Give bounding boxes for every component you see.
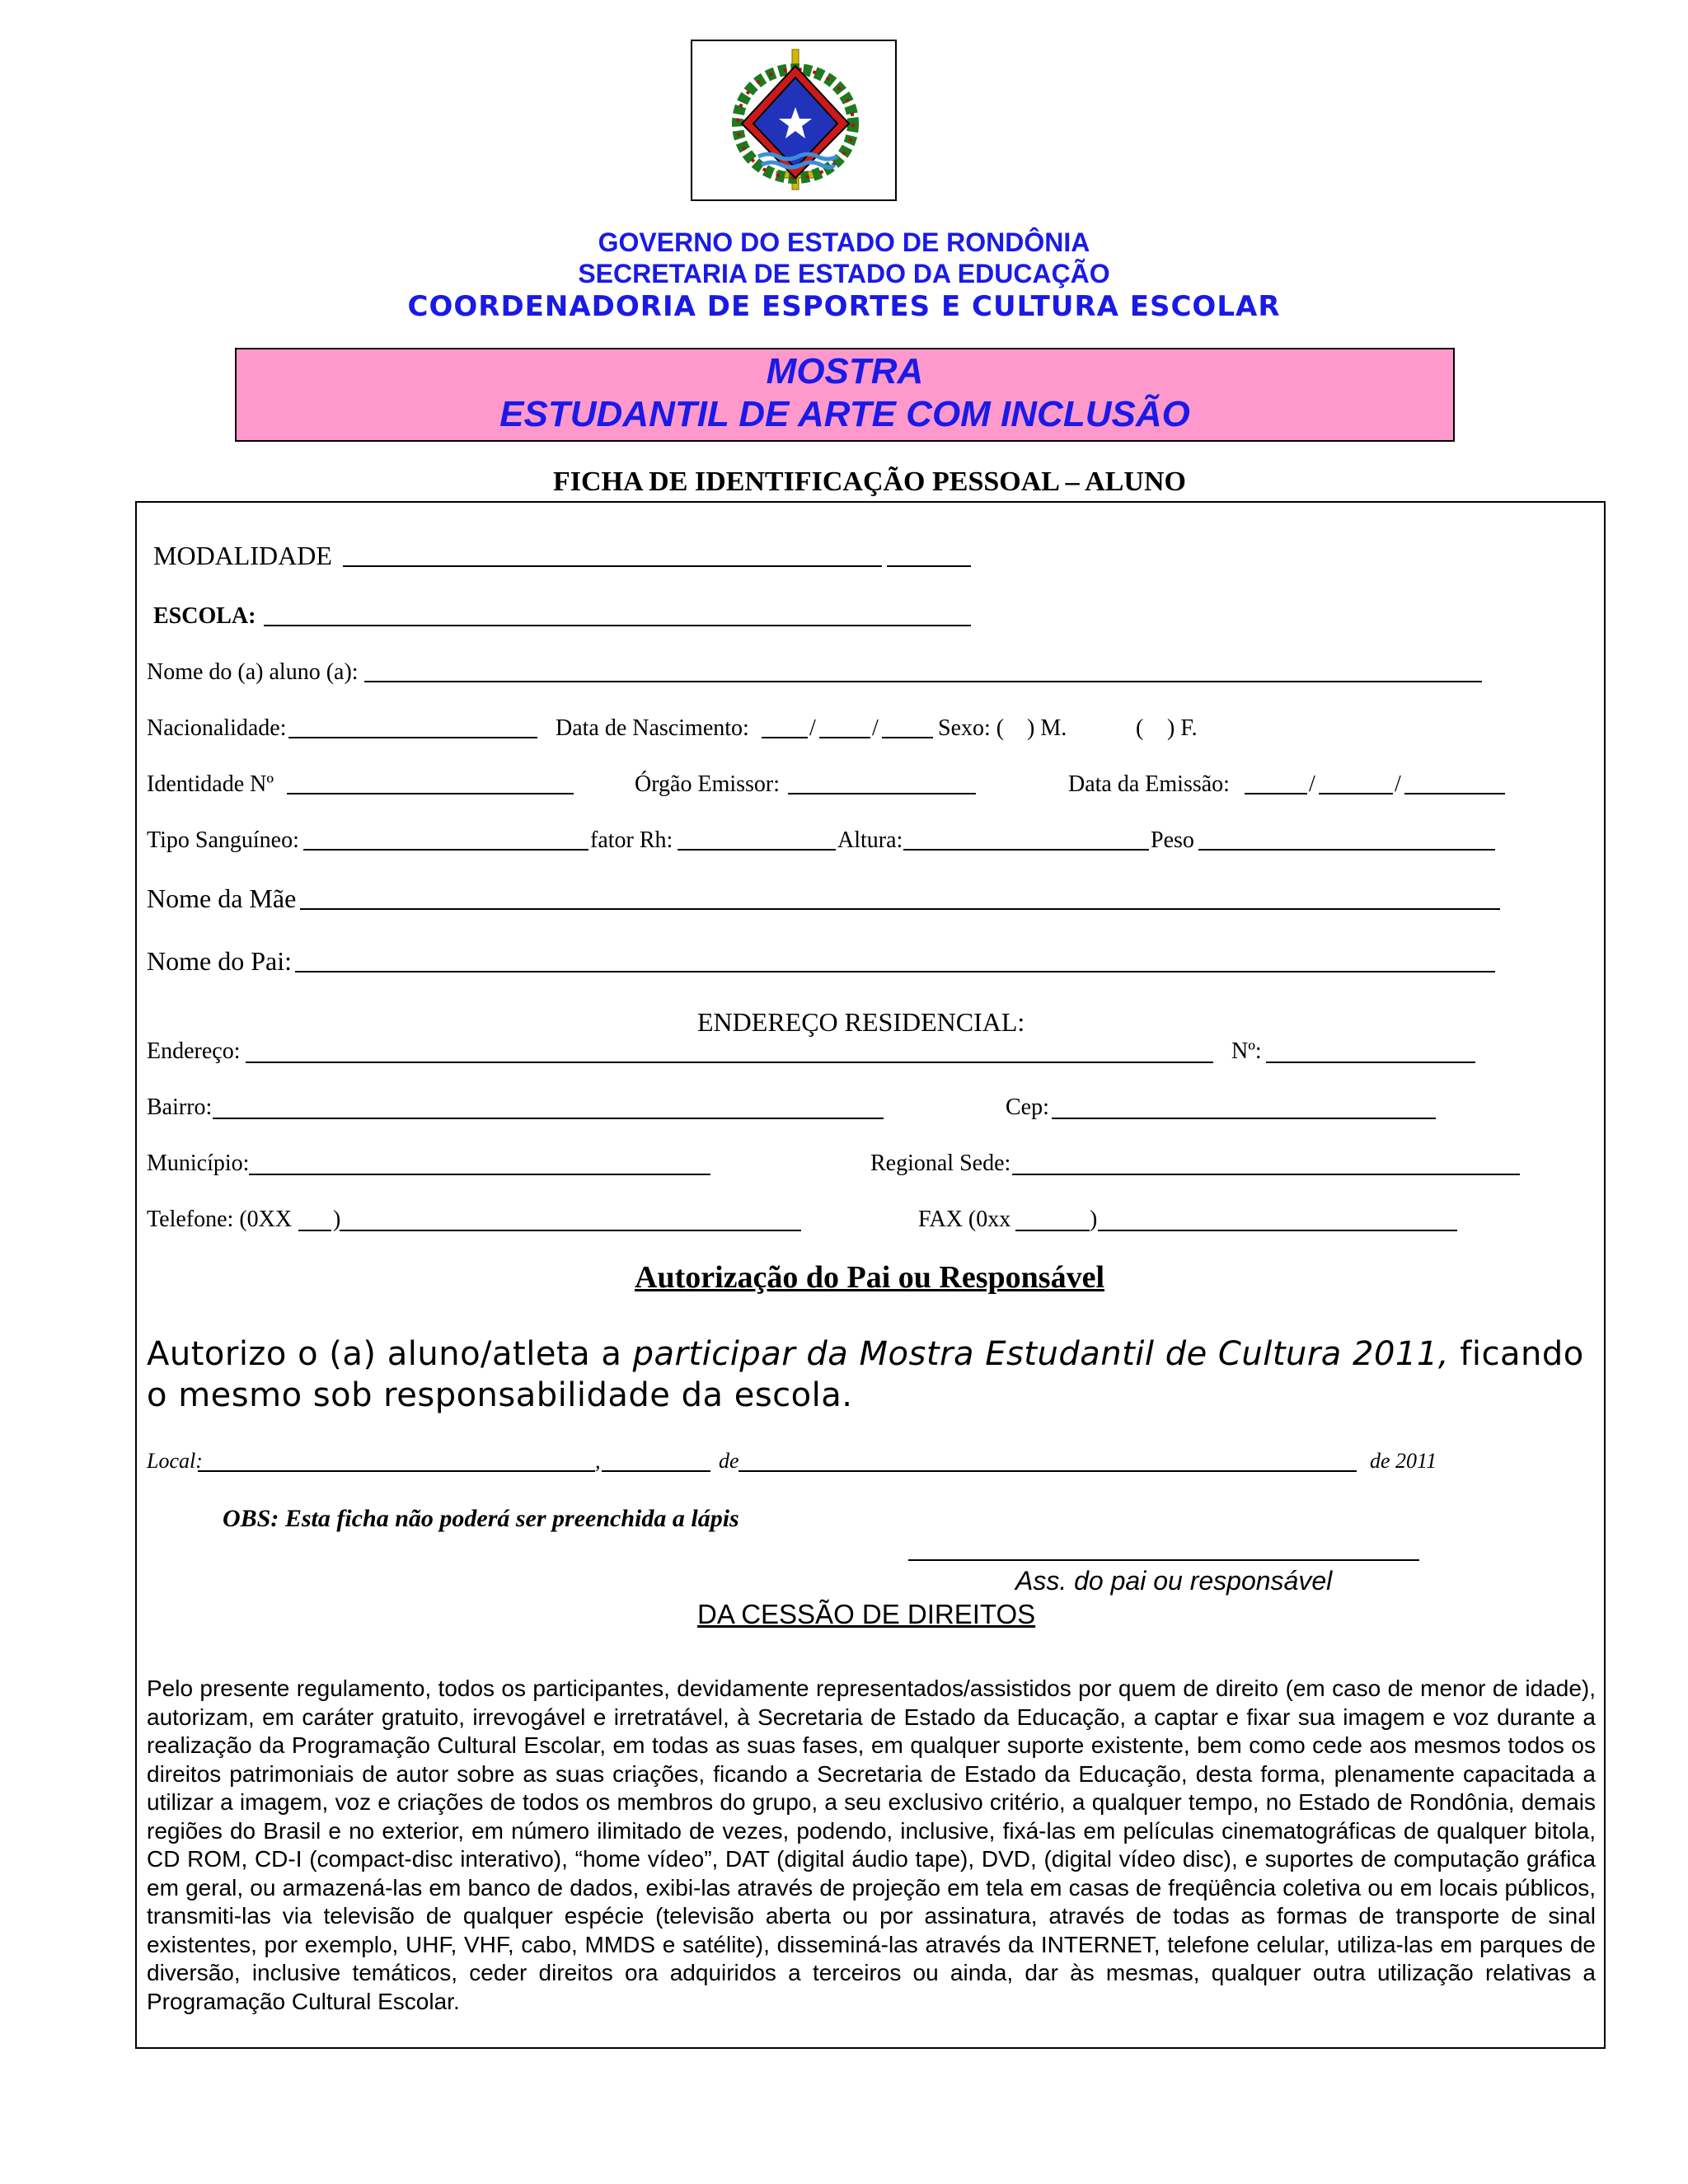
fax-ddd-field[interactable] [1015,1230,1090,1231]
nacionalidade-field[interactable] [288,737,537,738]
cessao-title: DA CESSÃO DE DIREITOS [697,1599,1036,1629]
nascimento-ano-field[interactable] [882,737,933,738]
nome-pai-field[interactable] [295,971,1495,972]
local-label: Local: [147,1449,203,1473]
date-separator: / [872,715,879,741]
fator-rh-label: fator Rh: [590,827,673,853]
municipio-field[interactable] [249,1174,710,1175]
tipo-sanguineo-field[interactable] [303,849,588,851]
day-field[interactable] [602,1470,710,1472]
numero-label: Nº: [1231,1038,1262,1064]
data-emissao-label: Data da Emissão: [1068,771,1230,797]
local-comma: , [595,1449,601,1473]
municipio-label: Município: [147,1151,250,1176]
authorization-text [147,1333,1596,1416]
altura-field[interactable] [903,849,1149,851]
banner-title-line1: MOSTRA [766,351,924,391]
tipo-sanguineo-label: Tipo Sanguíneo: [147,827,299,853]
nome-aluno-field[interactable] [364,681,1482,682]
nome-pai-label: Nome do Pai: [147,946,292,976]
local-field[interactable] [198,1470,595,1472]
telefone-field[interactable] [340,1230,801,1231]
form-title: FICHA DE IDENTIFICAÇÃO PESSOAL – ALUNO [553,466,1186,497]
orgao-emissor-label: Órgão Emissor: [635,771,781,797]
telefone-ddd-field[interactable] [298,1230,331,1231]
nome-mae-field[interactable] [300,908,1500,910]
regional-sede-field[interactable] [1012,1174,1520,1175]
endereco-residencial-heading: ENDEREÇO RESIDENCIAL: [697,1007,1025,1037]
identidade-field[interactable] [287,793,574,794]
telefone-label: Telefone: (0XX [147,1207,293,1232]
orgao-emissor-field[interactable] [788,793,976,794]
sexo-label: Sexo: ( [938,715,1005,741]
bairro-label: Bairro: [147,1094,213,1120]
emissao-dia-field[interactable] [1245,793,1307,794]
sexo-feminino-open[interactable]: ( [1136,715,1144,741]
nascimento-dia-field[interactable] [762,737,808,738]
regional-sede-label: Regional Sede: [870,1151,1011,1176]
nacionalidade-label: Nacionalidade: [147,715,287,741]
fax-field[interactable] [1098,1230,1457,1231]
header-line-secretaria: SECRETARIA DE ESTADO DA EDUCAÇÃO [578,259,1110,288]
signature-caption: Ass. do pai ou responsável [1015,1566,1333,1596]
de-label: de [719,1449,739,1473]
fax-close-paren: ) [1090,1207,1098,1232]
data-nascimento-label: Data de Nascimento: [556,715,749,741]
telefone-close-paren: ) [333,1207,341,1232]
nascimento-mes-field[interactable] [819,737,870,738]
date-separator: / [1395,771,1401,797]
state-coat-of-arms-logo [691,40,897,201]
escola-label: ESCOLA: [153,603,256,629]
sexo-masculino-option[interactable]: ) M. [1027,715,1067,741]
modalidade-label: MODALIDADE [153,541,332,570]
authorization-title: Autorização do Pai ou Responsável [635,1260,1104,1295]
authorization-text-part: Autorizo o (a) aluno/atleta a [147,1335,633,1373]
fax-label: FAX (0xx [918,1207,1011,1232]
header-line-government: GOVERNO DO ESTADO DE RONDÔNIA [598,227,1090,257]
sexo-feminino-option[interactable]: ) F. [1167,715,1198,741]
authorization-text-italic: participar da Mostra Estudantil de Cultura 2011, [632,1335,1450,1373]
obs-note: OBS: Esta ficha não poderá ser preenchida a lápis [223,1505,739,1532]
endereco-field[interactable] [246,1062,1213,1063]
date-separator: / [809,715,816,741]
modalidade-extra-field[interactable] [887,565,971,567]
authorization-text-part: ficando o mesmo sob responsabilidade da escola. [147,1335,1584,1414]
event-title-banner [235,348,1455,442]
cep-label: Cep: [1006,1094,1049,1120]
numero-field[interactable] [1266,1062,1475,1063]
identidade-label: Identidade Nº [147,771,274,797]
modalidade-field[interactable] [343,565,882,567]
fator-rh-field[interactable] [678,849,836,851]
peso-field[interactable] [1198,849,1495,851]
cep-field[interactable] [1052,1118,1436,1119]
signature-line[interactable] [908,1559,1419,1561]
emissao-ano-field[interactable] [1404,793,1505,794]
nome-mae-label: Nome da Mãe [147,883,297,913]
emissao-mes-field[interactable] [1319,793,1393,794]
peso-label: Peso [1151,827,1194,853]
altura-label: Altura: [837,827,903,853]
year-label: de 2011 [1370,1449,1437,1473]
bairro-field[interactable] [213,1118,884,1119]
banner-title-line2: ESTUDANTIL DE ARTE COM INCLUSÃO [499,394,1190,434]
cessao-text: Pelo presente regulamento, todos os participantes, devidamente representados/assistidos por quem de direito (em caso de menor de idade), autorizam, em caráter gratuito, irrevogável e irretratável, à Secretaria de Estado da Educação, a captar e fixar sua imagem e voz durante a realização da Programação Cultural Escolar, em todas as suas fases, em qualquer suporte existente, bem como cede aos mesmos todos os direitos patrimoniais de autor sobre as suas criações, ficando a Secretaria de Estado da Educação, desta forma, plenamente capacitada a utilizar a imagem, voz e criações de todos os membros do grupo, a seu exclusivo critério, a qualquer tempo, no Estado de Rondônia, demais regiões do Brasil e no exterior, em número ilimitado de vezes, podendo, inclusive, fixá-las em películas cinematográficas de qualquer bitola, CD ROM, CD-I (compact-disc interativo), “home vídeo”, DAT (digital áudio tape), DVD, (digital vídeo disc), e suportes de computação gráfica em geral, ou armazená-las em banco de dados, exibi-las através de projeção em tela em casas de freqüência coletiva ou em locais públicos, transmiti-las via televisão de qualquer espécie (televisão aberta ou por assinatura, através de todas as formas de transporte de sinal existentes, por exemplo, UHF, VHF, cabo, MMDS e satélite), disseminá-las através da INTERNET, telefone celular, utiliza-las em parques de diversão, inclusive temáticos, ceder direitos ora adquiridos a terceiros ou ainda, dar às mesmas, qualquer outra utilização relativas a Programação Cultural Escolar. [147,1675,1596,2014]
endereco-label: Endereço: [147,1038,241,1064]
date-separator: / [1309,771,1315,797]
month-field[interactable] [738,1470,1357,1472]
nome-aluno-label: Nome do (a) aluno (a): [147,659,359,685]
escola-field[interactable] [264,625,971,626]
coat-of-arms-icon [725,48,865,196]
header-line-coordenadoria: COORDENADORIA DE ESPORTES E CULTURA ESCOLAR [407,290,1281,323]
